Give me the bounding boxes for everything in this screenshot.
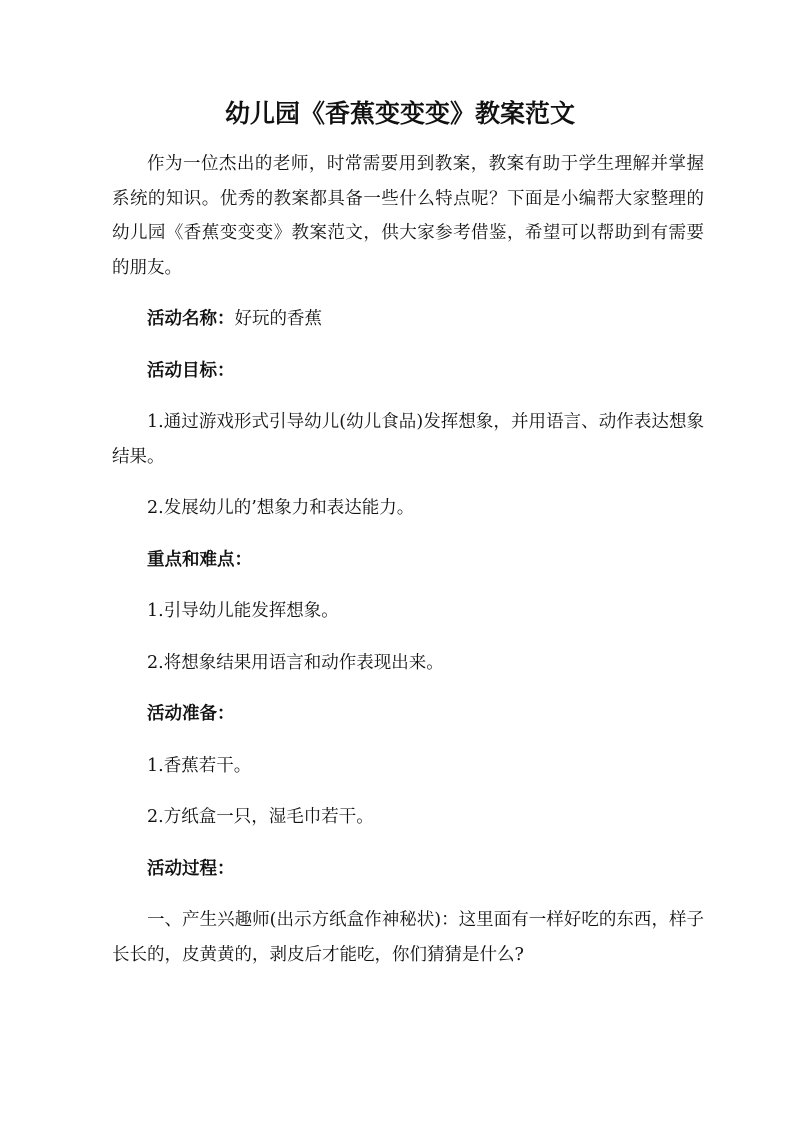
- activity-name-label: 活动名称：: [147, 309, 235, 329]
- process-item: 一、产生兴趣师(出示方纸盒作神秘状)：这里面有一样好吃的东西，样子长长的，皮黄黄的，剥皮后才能吃，你们猜猜是什么?: [112, 910, 704, 965]
- preparation-item: 2.方纸盒一只，湿毛巾若干。: [147, 807, 374, 827]
- activity-name-value: 好玩的香蕉: [234, 309, 322, 329]
- goal-item: 2.发展幼儿的’想象力和表达能力。: [147, 498, 415, 518]
- preparation-item: 1.香蕉若干。: [147, 755, 252, 776]
- preparation-heading: 活动准备：: [147, 704, 235, 724]
- intro-paragraph: 作为一位杰出的老师，时常需要用到教案，教案有助于学生理解并掌握系统的知识。优秀的教案都具备一些什么特点呢？下面是小编帮大家整理的幼儿园《香蕉变变变》教案范文，供大家参考借鉴，希望可以帮助到有需要的朋友。: [112, 154, 704, 278]
- key-points-heading: 重点和难点：: [147, 549, 252, 570]
- activity-name-line: [112, 302, 704, 337]
- key-point-item: 1.引导幼儿能发挥想象。: [147, 601, 339, 621]
- document-title: 幼儿园《香蕉变变变》教案范文: [224, 99, 575, 128]
- key-point-item: 2.将想象结果用语言和动作表现出来。: [147, 652, 444, 673]
- goal-item: 1.通过游戏形式引导幼儿(幼儿食品)发挥想象，并用语言、动作表达想象结果。: [112, 412, 704, 467]
- process-heading: 活动过程：: [147, 858, 235, 879]
- goals-heading: 活动目标：: [147, 360, 235, 381]
- document-body: [112, 147, 704, 972]
